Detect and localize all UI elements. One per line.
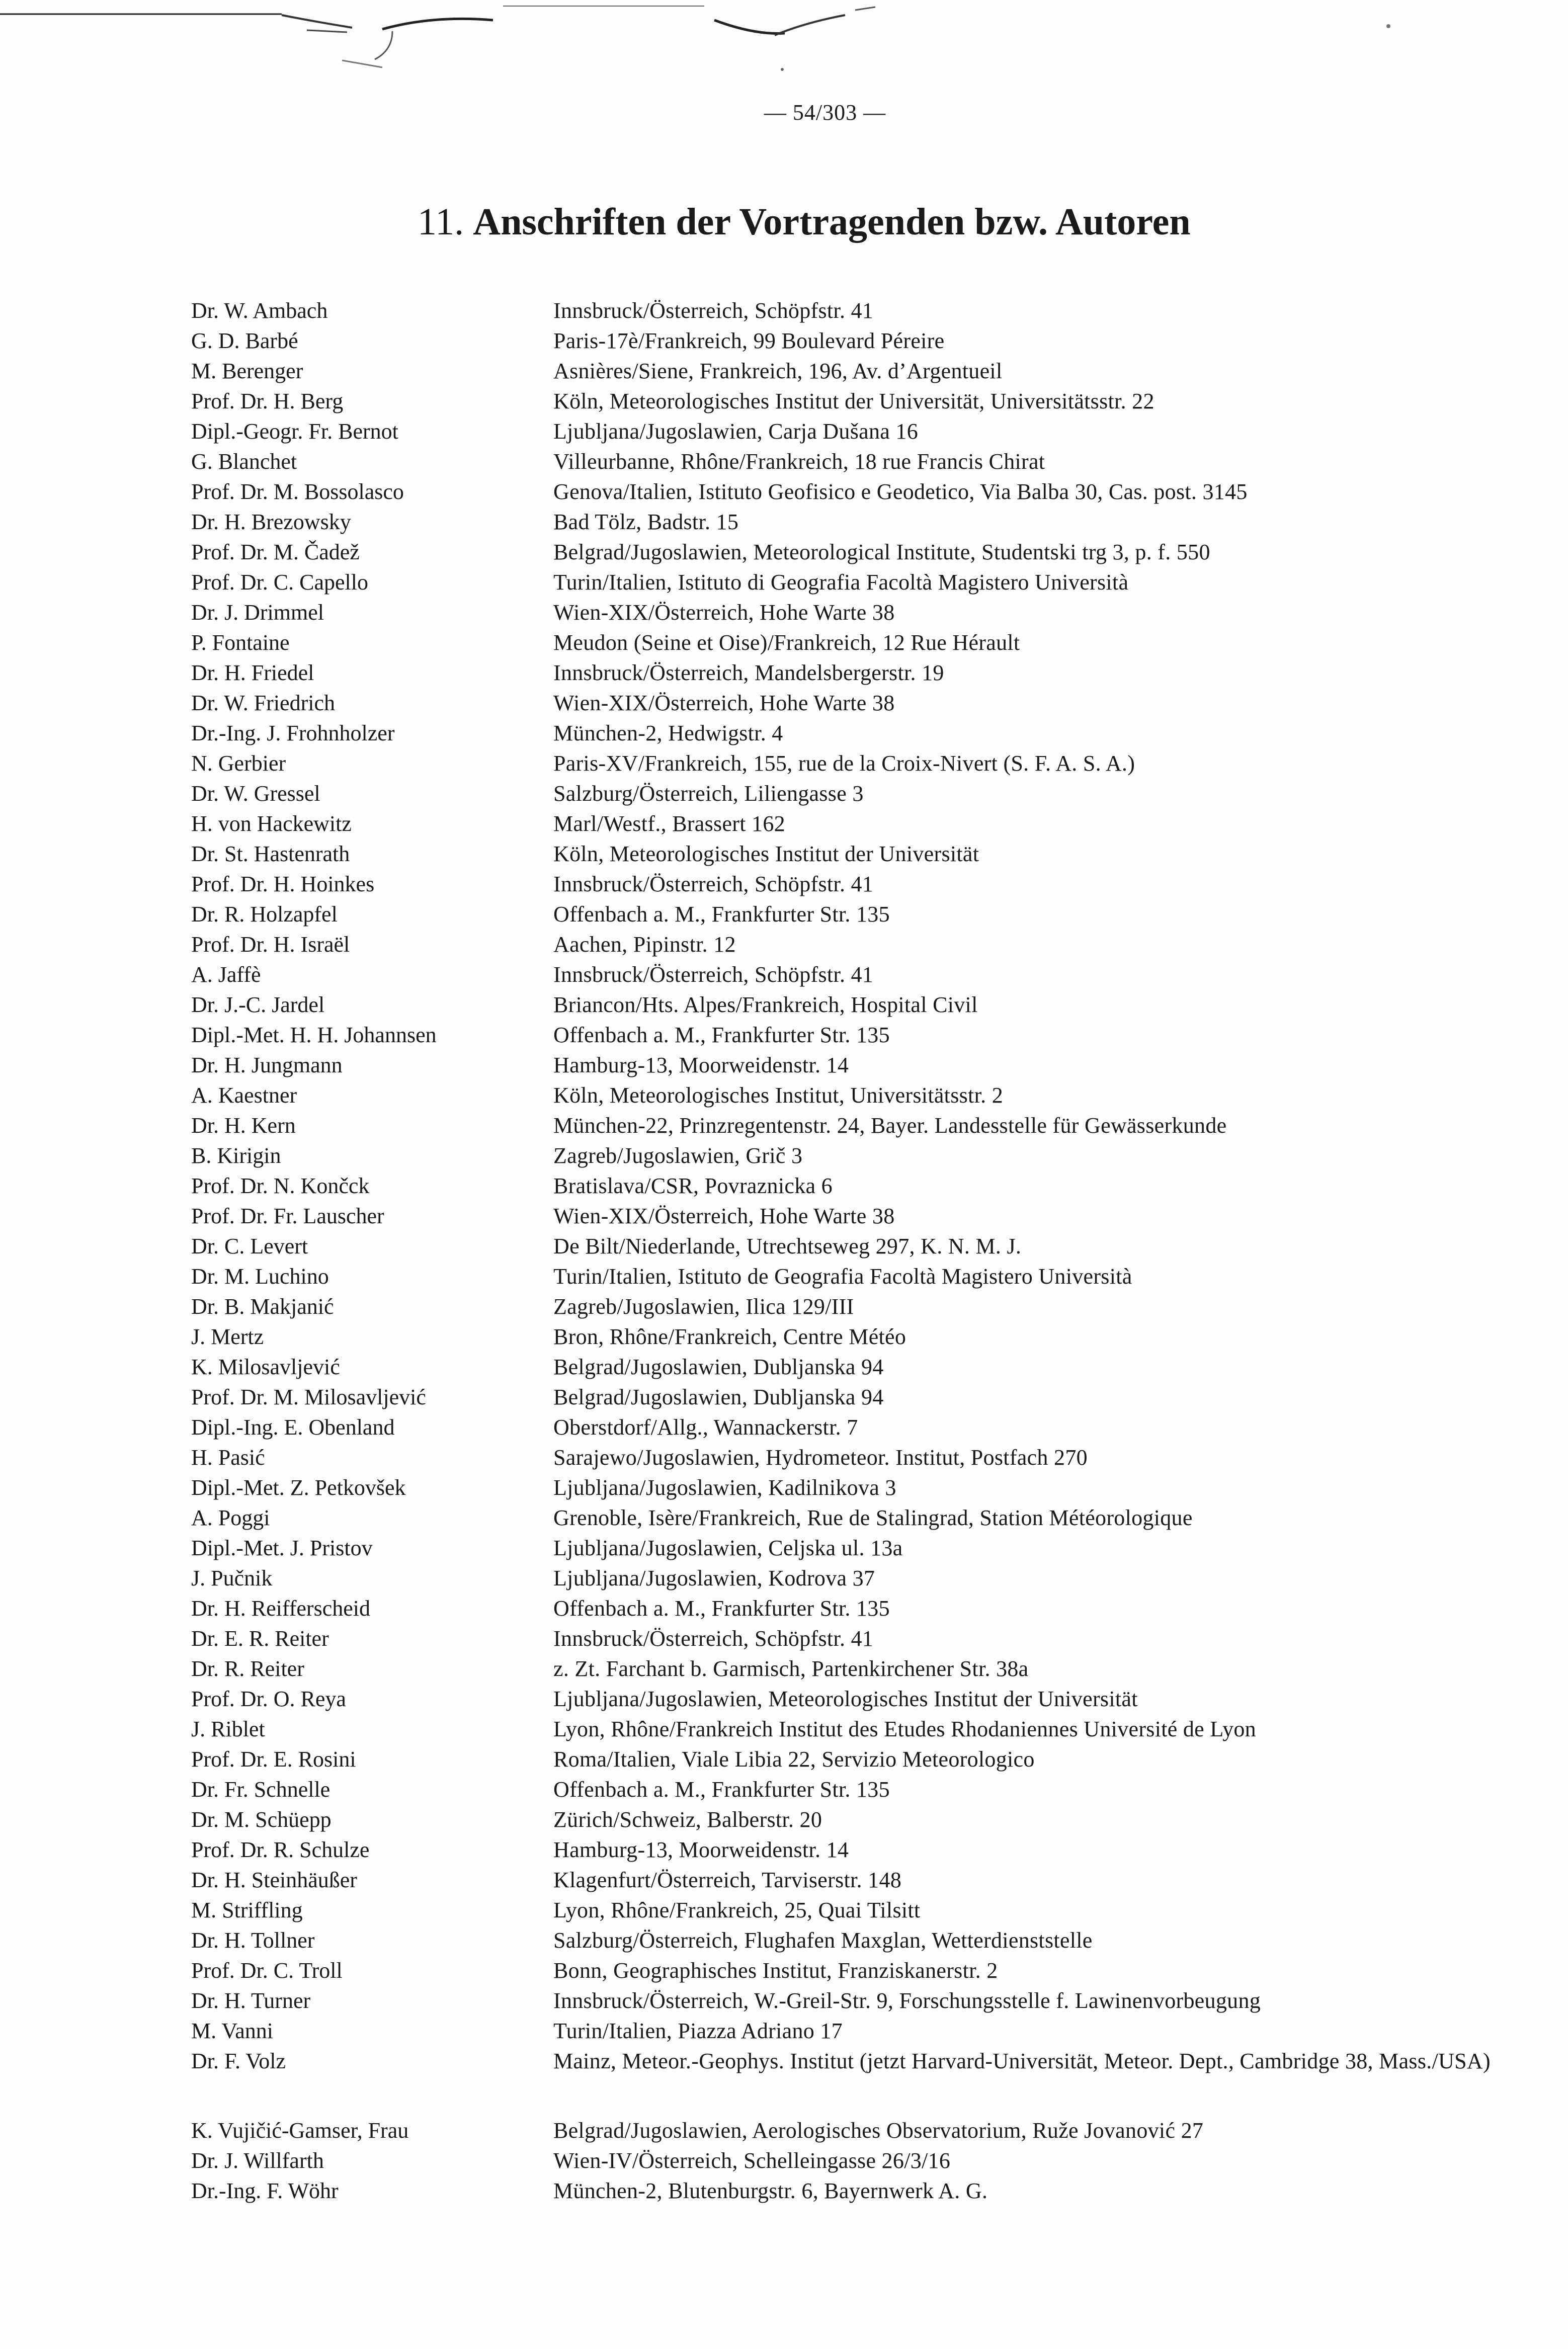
author-address: Ljubljana/Jugoslawien, Kodrova 37 <box>553 1566 875 1590</box>
address-entry <box>191 1533 1509 1563</box>
author-name: Dipl.-Ing. E. Obenland <box>191 1415 395 1440</box>
address-entry <box>191 2146 1509 2176</box>
author-address: Offenbach a. M., Frankfurter Str. 135 <box>553 1023 890 1047</box>
address-entry <box>191 1925 1509 1956</box>
author-name: Prof. Dr. M. Milosavljević <box>191 1385 426 1409</box>
author-address: Innsbruck/Österreich, Schöpfstr. 41 <box>553 872 874 896</box>
author-name: Dr.-Ing. F. Wöhr <box>191 2178 339 2203</box>
author-address: Bad Tölz, Badstr. 15 <box>553 510 739 534</box>
address-entry <box>191 326 1509 356</box>
author-address: Oberstdorf/Allg., Wannackerstr. 7 <box>553 1415 858 1440</box>
author-name: G. D. Barbé <box>191 328 298 353</box>
scan-artifact-marks <box>0 0 1568 101</box>
address-entry <box>191 296 1509 326</box>
address-entry <box>191 1473 1509 1503</box>
author-address: Belgrad/Jugoslawien, Dubljanska 94 <box>553 1355 884 1379</box>
author-name: Dr. H. Brezowsky <box>191 510 351 534</box>
author-address: Innsbruck/Österreich, Schöpfstr. 41 <box>553 1626 874 1651</box>
author-name: K. Milosavljević <box>191 1355 340 1379</box>
author-address: Wien-IV/Österreich, Schelleingasse 26/3/16 <box>553 2148 951 2173</box>
author-address: Köln, Meteorologisches Institut der Universität, Universitätsstr. 22 <box>553 389 1154 413</box>
address-entry <box>191 1050 1509 1080</box>
author-name: A. Poggi <box>191 1505 270 1530</box>
author-address: Bonn, Geographisches Institut, Franziskanerstr. 2 <box>553 1958 998 1983</box>
author-address: Mainz, Meteor.-Geophys. Institut (jetzt Harvard-Universität, Meteor. Dept., Cambridge 38, Mass./USA) <box>553 2049 1491 2073</box>
author-address: Zagreb/Jugoslawien, Ilica 129/III <box>553 1294 854 1319</box>
address-entry <box>191 1744 1509 1775</box>
author-address: Meudon (Seine et Oise)/Frankreich, 12 Rue Hérault <box>553 630 1020 655</box>
author-address: München-2, Hedwigstr. 4 <box>553 721 783 745</box>
address-entry <box>191 1080 1509 1111</box>
page-title <box>418 200 1373 244</box>
author-address: Villeurbanne, Rhône/Frankreich, 18 rue Francis Chirat <box>553 449 1045 474</box>
author-name: Dr. W. Gressel <box>191 781 320 806</box>
address-entry <box>191 1775 1509 1805</box>
author-name: Prof. Dr. C. Troll <box>191 1958 343 1983</box>
author-address: Asnières/Siene, Frankreich, 196, Av. d’Argentueil <box>553 359 1003 383</box>
author-name: Dr. C. Levert <box>191 1234 308 1259</box>
address-entry <box>191 1835 1509 1865</box>
author-name: Prof. Dr. H. Hoinkes <box>191 872 375 896</box>
author-name: Dr.-Ing. J. Frohnholzer <box>191 721 395 745</box>
author-address: Belgrad/Jugoslawien, Meteorological Institute, Studentski trg 3, p. f. 550 <box>553 540 1210 564</box>
author-name: Dr. J.-C. Jardel <box>191 992 325 1017</box>
author-name: Prof. Dr. E. Rosini <box>191 1747 356 1772</box>
address-entry <box>191 567 1509 598</box>
address-entry <box>191 809 1509 839</box>
address-entry <box>191 598 1509 628</box>
author-name: Dr. B. Makjanić <box>191 1294 334 1319</box>
author-address: Ljubljana/Jugoslawien, Carja Dušana 16 <box>553 419 919 444</box>
author-address: Paris-17è/Frankreich, 99 Boulevard Péreire <box>553 328 945 353</box>
author-name: Prof. Dr. M. Čadež <box>191 540 360 564</box>
author-address: Marl/Westf., Brassert 162 <box>553 811 785 836</box>
author-name: M. Striffling <box>191 1898 303 1922</box>
address-entry <box>191 2046 1509 2104</box>
author-address: Klagenfurt/Österreich, Tarviserstr. 148 <box>553 1868 902 1892</box>
address-entry <box>191 960 1509 990</box>
author-name: Dr. M. Schüepp <box>191 1807 332 1832</box>
author-name: Dipl.-Geogr. Fr. Bernot <box>191 419 398 444</box>
author-name: Dr. H. Kern <box>191 1113 296 1138</box>
address-entry <box>191 1443 1509 1473</box>
address-entry <box>191 386 1509 416</box>
author-address: Salzburg/Österreich, Liliengasse 3 <box>553 781 864 806</box>
author-name: Dipl.-Met. H. H. Johannsen <box>191 1023 437 1047</box>
author-address: Innsbruck/Österreich, Mandelsbergerstr. 19 <box>553 660 944 685</box>
author-address: Köln, Meteorologisches Institut, Universitätsstr. 2 <box>553 1083 1003 1108</box>
author-address: Bratislava/CSR, Povraznicka 6 <box>553 1173 833 1198</box>
address-entry <box>191 1986 1509 2016</box>
address-entry <box>191 2176 1509 2206</box>
author-address: Wien-XIX/Österreich, Hohe Warte 38 <box>553 1204 895 1228</box>
address-entry <box>191 1865 1509 1895</box>
author-name: Prof. Dr. Fr. Lauscher <box>191 1204 384 1228</box>
address-entry <box>191 1231 1509 1262</box>
address-entry <box>191 930 1509 960</box>
author-name: Dr. E. R. Reiter <box>191 1626 329 1651</box>
address-entry <box>191 688 1509 718</box>
author-address: Köln, Meteorologisches Institut der Universität <box>553 842 979 866</box>
author-address: Zürich/Schweiz, Balberstr. 20 <box>553 1807 822 1832</box>
author-address: Innsbruck/Österreich, W.-Greil-Str. 9, Forschungsstelle f. Lawinenvorbeugung <box>553 1988 1261 2013</box>
address-entry <box>191 779 1509 809</box>
address-entry <box>191 1593 1509 1624</box>
address-entry <box>191 1201 1509 1231</box>
address-entry <box>191 1503 1509 1533</box>
author-name: H. von Hackewitz <box>191 811 352 836</box>
address-entry <box>191 1382 1509 1412</box>
address-list <box>191 296 1509 2206</box>
author-name: Dr. H. Tollner <box>191 1928 315 1953</box>
author-name: Prof. Dr. H. Israël <box>191 932 350 957</box>
author-name: Dr. F. Volz <box>191 2049 286 2073</box>
author-name: Dr. J. Drimmel <box>191 600 324 625</box>
author-address: Belgrad/Jugoslawien, Aerologisches Observatorium, Ruže Jovanović 27 <box>553 2118 1204 2143</box>
author-address: De Bilt/Niederlande, Utrechtseweg 297, K. N. M. J. <box>553 1234 1022 1259</box>
author-address: München-22, Prinzregentenstr. 24, Bayer. Landesstelle für Gewässerkunde <box>553 1113 1227 1138</box>
address-entry <box>191 628 1509 658</box>
address-entry <box>191 899 1509 930</box>
author-name: Dr. R. Holzapfel <box>191 902 338 927</box>
author-name: B. Kirigin <box>191 1143 281 1168</box>
address-entry <box>191 1805 1509 1835</box>
section-number: 11. <box>418 201 464 243</box>
author-name: Dr. H. Steinhäußer <box>191 1868 357 1892</box>
address-entry <box>191 537 1509 567</box>
address-entry <box>191 2016 1509 2046</box>
author-name: Prof. Dr. H. Berg <box>191 389 344 413</box>
author-address: Hamburg-13, Moorweidenstr. 14 <box>553 1837 849 1862</box>
author-name: G. Blanchet <box>191 449 297 474</box>
address-entry <box>191 1020 1509 1050</box>
author-name: Dr. R. Reiter <box>191 1656 304 1681</box>
author-name: Dipl.-Met. J. Pristov <box>191 1536 373 1560</box>
author-name: J. Mertz <box>191 1324 264 1349</box>
author-name: Prof. Dr. N. Končck <box>191 1173 370 1198</box>
author-address: Offenbach a. M., Frankfurter Str. 135 <box>553 1596 890 1621</box>
author-address: Ljubljana/Jugoslawien, Celjska ul. 13a <box>553 1536 903 1560</box>
author-address: Belgrad/Jugoslawien, Dubljanska 94 <box>553 1385 884 1409</box>
address-entry <box>191 477 1509 507</box>
address-entry <box>191 1171 1509 1201</box>
author-address: Turin/Italien, Istituto de Geografia Facoltà Magistero Università <box>553 1264 1132 1289</box>
address-entry <box>191 658 1509 688</box>
address-entry <box>191 1684 1509 1714</box>
address-entry <box>191 1262 1509 1292</box>
author-address: Genova/Italien, Istituto Geofisico e Geodetico, Via Balba 30, Cas. post. 3145 <box>553 479 1248 504</box>
author-name: Dr. J. Willfarth <box>191 2148 324 2173</box>
author-name: Dr. H. Reifferscheid <box>191 1596 370 1621</box>
author-name: Prof. Dr. R. Schulze <box>191 1837 370 1862</box>
address-entry <box>191 356 1509 386</box>
author-name: Prof. Dr. M. Bossolasco <box>191 479 404 504</box>
author-address: Innsbruck/Österreich, Schöpfstr. 41 <box>553 962 874 987</box>
author-address: Salzburg/Österreich, Flughafen Maxglan, Wetterdienststelle <box>553 1928 1093 1953</box>
author-name: K. Vujičić-Gamser, Frau <box>191 2118 409 2143</box>
address-entry <box>191 1322 1509 1352</box>
author-name: J. Pučnik <box>191 1566 273 1590</box>
author-address: Ljubljana/Jugoslawien, Kadilnikova 3 <box>553 1475 896 1500</box>
section-title: Anschriften der Vortragenden bzw. Autoren <box>473 201 1191 243</box>
author-address: Lyon, Rhône/Frankreich, 25, Quai Tilsitt <box>553 1898 921 1922</box>
author-name: P. Fontaine <box>191 630 290 655</box>
author-name: A. Kaestner <box>191 1083 297 1108</box>
author-address: Ljubljana/Jugoslawien, Meteorologisches Institut der Universität <box>553 1687 1138 1711</box>
address-entry <box>191 1624 1509 1654</box>
author-address: Wien-XIX/Österreich, Hohe Warte 38 <box>553 600 895 625</box>
address-entry <box>191 1141 1509 1171</box>
author-name: Prof. Dr. C. Capello <box>191 570 368 595</box>
author-name: A. Jaffè <box>191 962 261 987</box>
author-address: Offenbach a. M., Frankfurter Str. 135 <box>553 902 890 927</box>
address-entry <box>191 748 1509 779</box>
address-entry <box>191 2116 1509 2146</box>
author-address: Hamburg-13, Moorweidenstr. 14 <box>553 1053 849 1077</box>
address-entry <box>191 990 1509 1020</box>
author-address: z. Zt. Farchant b. Garmisch, Partenkirchener Str. 38a <box>553 1656 1029 1681</box>
address-entry <box>191 447 1509 477</box>
author-name: Prof. Dr. O. Reya <box>191 1687 346 1711</box>
address-entry <box>191 507 1509 537</box>
page-number: — 54/303 — <box>764 100 886 125</box>
author-name: Dr. St. Hastenrath <box>191 842 350 866</box>
address-entry <box>191 1895 1509 1925</box>
address-entry <box>191 869 1509 899</box>
author-address: Turin/Italien, Istituto di Geografia Facoltà Magistero Università <box>553 570 1129 595</box>
address-entry <box>191 1352 1509 1382</box>
author-name: Dr. W. Ambach <box>191 298 328 323</box>
author-address: Offenbach a. M., Frankfurter Str. 135 <box>553 1777 890 1802</box>
author-name: M. Vanni <box>191 2019 273 2043</box>
address-entry <box>191 1714 1509 1744</box>
author-address: Bron, Rhône/Frankreich, Centre Météo <box>553 1324 906 1349</box>
author-name: Dr. H. Jungmann <box>191 1053 343 1077</box>
author-address: Roma/Italien, Viale Libia 22, Servizio Meteorologico <box>553 1747 1035 1772</box>
author-address: Wien-XIX/Österreich, Hohe Warte 38 <box>553 691 895 715</box>
author-address: Aachen, Pipinstr. 12 <box>553 932 736 957</box>
address-entry <box>191 718 1509 748</box>
author-name: H. Pasić <box>191 1445 265 1470</box>
author-address: Grenoble, Isère/Frankreich, Rue de Stalingrad, Station Météorologique <box>553 1505 1193 1530</box>
author-address: Turin/Italien, Piazza Adriano 17 <box>553 2019 843 2043</box>
author-name: J. Riblet <box>191 1717 265 1741</box>
author-name: Dr. W. Friedrich <box>191 691 335 715</box>
author-address: Lyon, Rhône/Frankreich Institut des Etudes Rhodaniennes Université de Lyon <box>553 1717 1256 1741</box>
author-address: Paris-XV/Frankreich, 155, rue de la Croix-Nivert (S. F. A. S. A.) <box>553 751 1135 776</box>
author-name: M. Berenger <box>191 359 303 383</box>
address-entry <box>191 1412 1509 1443</box>
address-entry <box>191 1563 1509 1593</box>
author-address: München-2, Blutenburgstr. 6, Bayernwerk A. G. <box>553 2178 988 2203</box>
address-entry <box>191 1956 1509 1986</box>
author-address: Zagreb/Jugoslawien, Grič 3 <box>553 1143 803 1168</box>
author-name: Dipl.-Met. Z. Petkovšek <box>191 1475 406 1500</box>
address-entry <box>191 1111 1509 1141</box>
address-entry <box>191 839 1509 869</box>
author-name: Dr. H. Friedel <box>191 660 314 685</box>
author-name: Dr. Fr. Schnelle <box>191 1777 331 1802</box>
address-entry <box>191 1292 1509 1322</box>
author-name: N. Gerbier <box>191 751 286 776</box>
author-name: Dr. H. Turner <box>191 1988 311 2013</box>
address-entry <box>191 416 1509 447</box>
author-address: Briancon/Hts. Alpes/Frankreich, Hospital Civil <box>553 992 978 1017</box>
author-address: Innsbruck/Österreich, Schöpfstr. 41 <box>553 298 874 323</box>
author-address: Sarajewo/Jugoslawien, Hydrometeor. Institut, Postfach 270 <box>553 1445 1088 1470</box>
author-name: Dr. M. Luchino <box>191 1264 329 1289</box>
address-entry <box>191 1654 1509 1684</box>
